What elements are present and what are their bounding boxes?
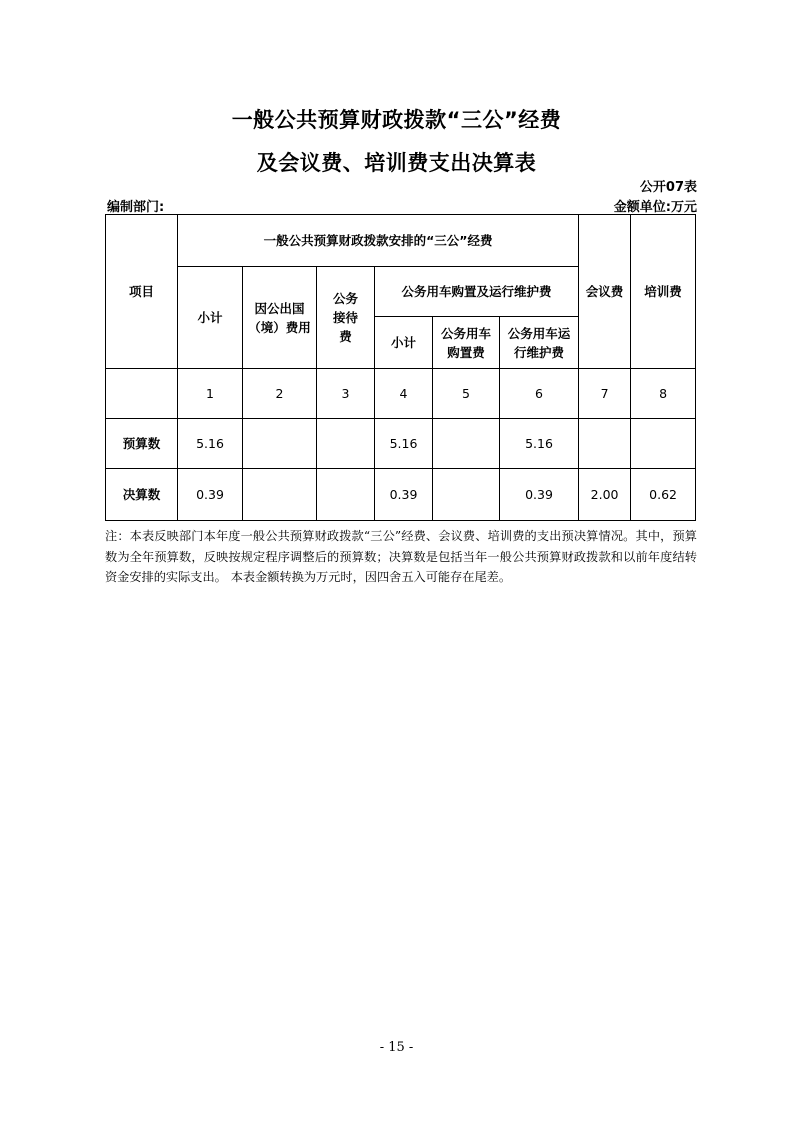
expense-table [105,214,696,521]
form-number: 公开07表 [639,180,697,195]
header-vehicle-subtotal: 小计 [375,317,433,369]
index-cell: 3 [317,369,375,419]
header-three-public: 一般公共预算财政拨款安排的“三公”经费 [178,215,579,267]
index-cell: 4 [375,369,433,419]
header-vehicle: 公务用车购置及运行维护费 [375,267,579,317]
header-item: 项目 [106,215,178,369]
final-cell: 0.62 [631,469,696,521]
index-cell: 5 [433,369,500,419]
budget-cell [631,419,696,469]
budget-cell [317,419,375,469]
unit-label: 金额单位:万元 [613,200,697,215]
index-cell: 7 [579,369,631,419]
budget-cell: 5.16 [375,419,433,469]
row-label-final: 决算数 [106,469,178,521]
header-overseas: 因公出国（境）费用 [243,267,317,369]
table-row [106,469,696,521]
final-cell: 2.00 [579,469,631,521]
budget-cell: 5.16 [500,419,579,469]
title-line-2: 及会议费、培训费支出决算表 [256,151,537,175]
index-cell: 6 [500,369,579,419]
index-cell: 8 [631,369,696,419]
budget-cell [433,419,500,469]
title-line-1: 一般公共预算财政拨款“三公”经费 [231,108,562,132]
final-cell [317,469,375,521]
budget-cell [243,419,317,469]
table-row [106,419,696,469]
index-cell: 1 [178,369,243,419]
budget-cell: 5.16 [178,419,243,469]
header-vehicle-operation: 公务用车运行维护费 [500,317,579,369]
header-reception: 公务接待费 [317,267,375,369]
index-cell: 2 [243,369,317,419]
budget-cell [579,419,631,469]
header-meeting: 会议费 [579,215,631,369]
final-cell [433,469,500,521]
final-cell: 0.39 [178,469,243,521]
header-vehicle-purchase: 公务用车购置费 [433,317,500,369]
table-note: 注：本表反映部门本年度一般公共预算财政拨款“三公”经费、会议费、培训费的支出预决算情况。其中，预算数为全年预算数，反映按规定程序调整后的预算数；决算数是包括当年一般公共预算财政拨款和以前年度结转资金安排的实际支出。 本表金额转换为万元时，因四舍五入可能存在尾差。 [105,529,697,584]
index-blank [106,369,178,419]
row-label-budget: 预算数 [106,419,178,469]
final-cell: 0.39 [375,469,433,521]
final-cell [243,469,317,521]
header-training: 培训费 [631,215,696,369]
header-subtotal: 小计 [178,267,243,369]
final-cell: 0.39 [500,469,579,521]
department-label: 编制部门: [107,200,165,215]
page-number: - 15 - [379,1040,414,1055]
